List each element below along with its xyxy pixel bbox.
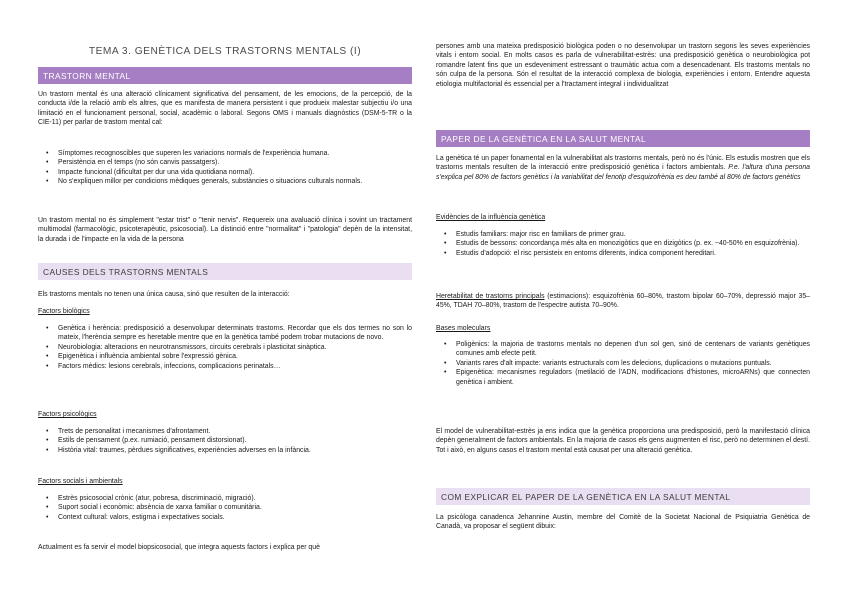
list-item: • Trets de personalitat i mecanismes d'afrontament. [38, 427, 412, 436]
section-heading-causes: CAUSES DELS TRASTORNS MENTALS [38, 263, 412, 280]
page-title: TEMA 3. GENÈTICA DELS TRASTORNS MENTALS (I) [88, 46, 362, 57]
list-item: • Estils de pensament (p.ex. rumiació, pensament distorsionat). [38, 436, 412, 445]
list-item: • Epigenètica i influència ambiental sobre l'expressió gènica. [38, 352, 412, 361]
list-item: • Neurobiologia: alteracions en neurotransmissors, circuits cerebrals i plasticitat sinàptica. [38, 343, 412, 352]
list-item: • Genètica i herència: predisposició a desenvolupar determinats trastorns. Recordar que els dos termes no son lo mateix, l'herència sempre es heretable mentre que en la genètica també podem trobar mutacions de novo. [38, 324, 412, 343]
list-item: • Història vital: traumes, pèrdues significatives, experiències adverses en la infància. [38, 446, 412, 455]
list-item: • Símptomes recognoscibles que superen les variacions normals de l'experiència humana. [38, 149, 412, 158]
list-item: • Factors mèdics: lesions cerebrals, infeccions, complicacions perinatals… [38, 362, 412, 371]
list-item: • Estudis familiars: major risc en familiars de primer grau. [436, 230, 810, 239]
com-explicar-intro: La psicòloga canadenca Jehannine Austin, membre del Comitè de la Societat Nacional de Psiquiatria Genètica de Canadà, va proposar el següent dibuix: [436, 514, 810, 531]
section-heading-com-explicar: COM EXPLICAR EL PAPER DE LA GENÈTICA EN LA SALUT MENTAL [436, 488, 810, 505]
evidence-list [436, 230, 810, 258]
list-item: • Estudis de bessons: concordança més alta en monozigòtics que en dizigòtics (p. ex. ~40-50% en esquizofrènia). [436, 239, 810, 248]
section-heading-trastorn-mental: TRASTORN MENTAL [38, 67, 412, 84]
genetica-intro-example: P.e. l'altura d'una persona s'explica pel 80% de factors genètics i la variabilitat del fenotip d'esquizofrènia es deu també al 80% de factors genètics [436, 164, 810, 181]
list-item: • Impacte funcional (dificultat per dur una vida quotidiana normal). [38, 168, 412, 177]
heritability-text: (estimacions): esquizofrènia 60–80%, trastorn bipolar 60–70%, depressió major 35–45%, TDAH 70–80%, trastorn de l'espectre autista 70–90%. [436, 293, 810, 310]
molecular-list [436, 340, 810, 387]
evidence-title: Evidències de la influència genètica [436, 214, 546, 221]
causes-intro: Els trastorns mentals no tenen una única causa, sinó que resulten de la interacció: [38, 291, 290, 298]
list-item: • Suport social i econòmic: absència de xarxa familiar o comunitària. [38, 503, 412, 512]
list-item: • Epigenètica: mecanismes reguladors (metilació de l'ADN, modificacions d'histones, microARNs) que connecten genètica i ambient. [436, 368, 810, 387]
list-item: • No s'expliquen millor per condicions mèdiques generals, substàncies o situacions culturals normals. [38, 177, 412, 186]
socials-list [38, 494, 412, 522]
list-item: • Estrès psicosocial crònic (atur, pobresa, discriminació, migració). [38, 494, 412, 503]
biologics-list [38, 324, 412, 371]
causes-closing: Actualment es fa servir el model biopsicosocial, que integra aquests factors i explica per què [38, 544, 320, 551]
group-title-biologics: Factors biològics [38, 308, 90, 315]
criteria-list [38, 149, 412, 187]
list-item: • Poligènics: la majoria de trastorns mentals no depenen d'un sol gen, sinó de centenars de variants genètiques comunes amb efecte petit. [436, 340, 810, 359]
list-item: • Variants rares d'alt impacte: variants estructurals com les delecions, duplicacions o mutacions puntuals. [436, 359, 810, 368]
list-item: • Persistència en el temps (no són canvis passatgers). [38, 158, 412, 167]
trastorn-mental-intro: Un trastorn mental és una alteració clínicament significativa del pensament, de les emocions, de la percepció, de la conducta i/de la relació amb els altres, que es manifesta de manera persistent i que produeix malestar subjectiu i/o una limitació en el funcionament personal, social, acadèmic o laboral. Segons OMS i manuals diagnòstics (DSM-5-TR o la CIE-11) per parlar de trastorn mental cal: [38, 91, 412, 127]
section-heading-paper-genetica: PAPER DE LA GENÈTICA EN LA SALUT MENTAL [436, 130, 810, 147]
trastorn-mental-closing: Un trastorn mental no és simplement "estar trist" o "tenir nervis". Requereix una avaluació clínica i sovint un tractament multimodal (farmacològic, psicoterapèutic, psicosocial). La distinció entre "normalitat" i "patologia" depèn de la intensitat, la durada i de l'impacte en la vida de la persona [38, 217, 412, 243]
list-item: • Estudis d'adopció: el risc persisteix en entorns diferents, indica component hereditari. [436, 249, 810, 258]
heritability-label: Heretabilitat de trastorns principals [436, 293, 545, 300]
heritability-paragraph [436, 292, 810, 311]
list-item: • Context cultural: valors, estigma i expectatives socials. [38, 513, 412, 522]
genetica-intro-text: La genètica té un paper fonamental en la vulnerabilitat als trastorns mentals, però no és l'únic. Els estudis mostren que els trastorns mentals resulten de la interacció entre predisposició genètica i factors ambientals. [436, 155, 810, 172]
molecular-title: Bases moleculars [436, 325, 491, 332]
group-title-psicologics: Factors psicològics [38, 411, 97, 418]
genetica-closing: El model de vulnerabilitat-estrès ja ens indica que la genètica proporciona una predisposició, però la manifestació clínica depèn generalment de factors ambientals. En la majoria de casos els gens augmenten el risc, però no determinen el destí. Tot i això, en alguns casos el trastorn mental està causat per una alteració genètica. [436, 428, 810, 454]
genetica-intro [436, 154, 810, 182]
continuation-paragraph: persones amb una mateixa predisposició biològica poden o no desenvolupar un trastorn segons les seves experiències vitals i entorn social. En molts casos es parla de vulnerabilitat-estrès: una predisposició genètica o neurobiològica pot romandre latent fins que un esdeveniment estressant o traumàtic actua com a desencadenant. Els trastorns mentals no són culpa de la persona. Són el resultat de la interacció complexa de biologia, experiències i entorn. Entendre aquesta etiologia multifactorial és essencial per a l'tractament integral i individualitzat [436, 43, 810, 88]
group-title-socials: Factors socials i ambientals [38, 478, 123, 485]
psicologics-list [38, 427, 412, 455]
